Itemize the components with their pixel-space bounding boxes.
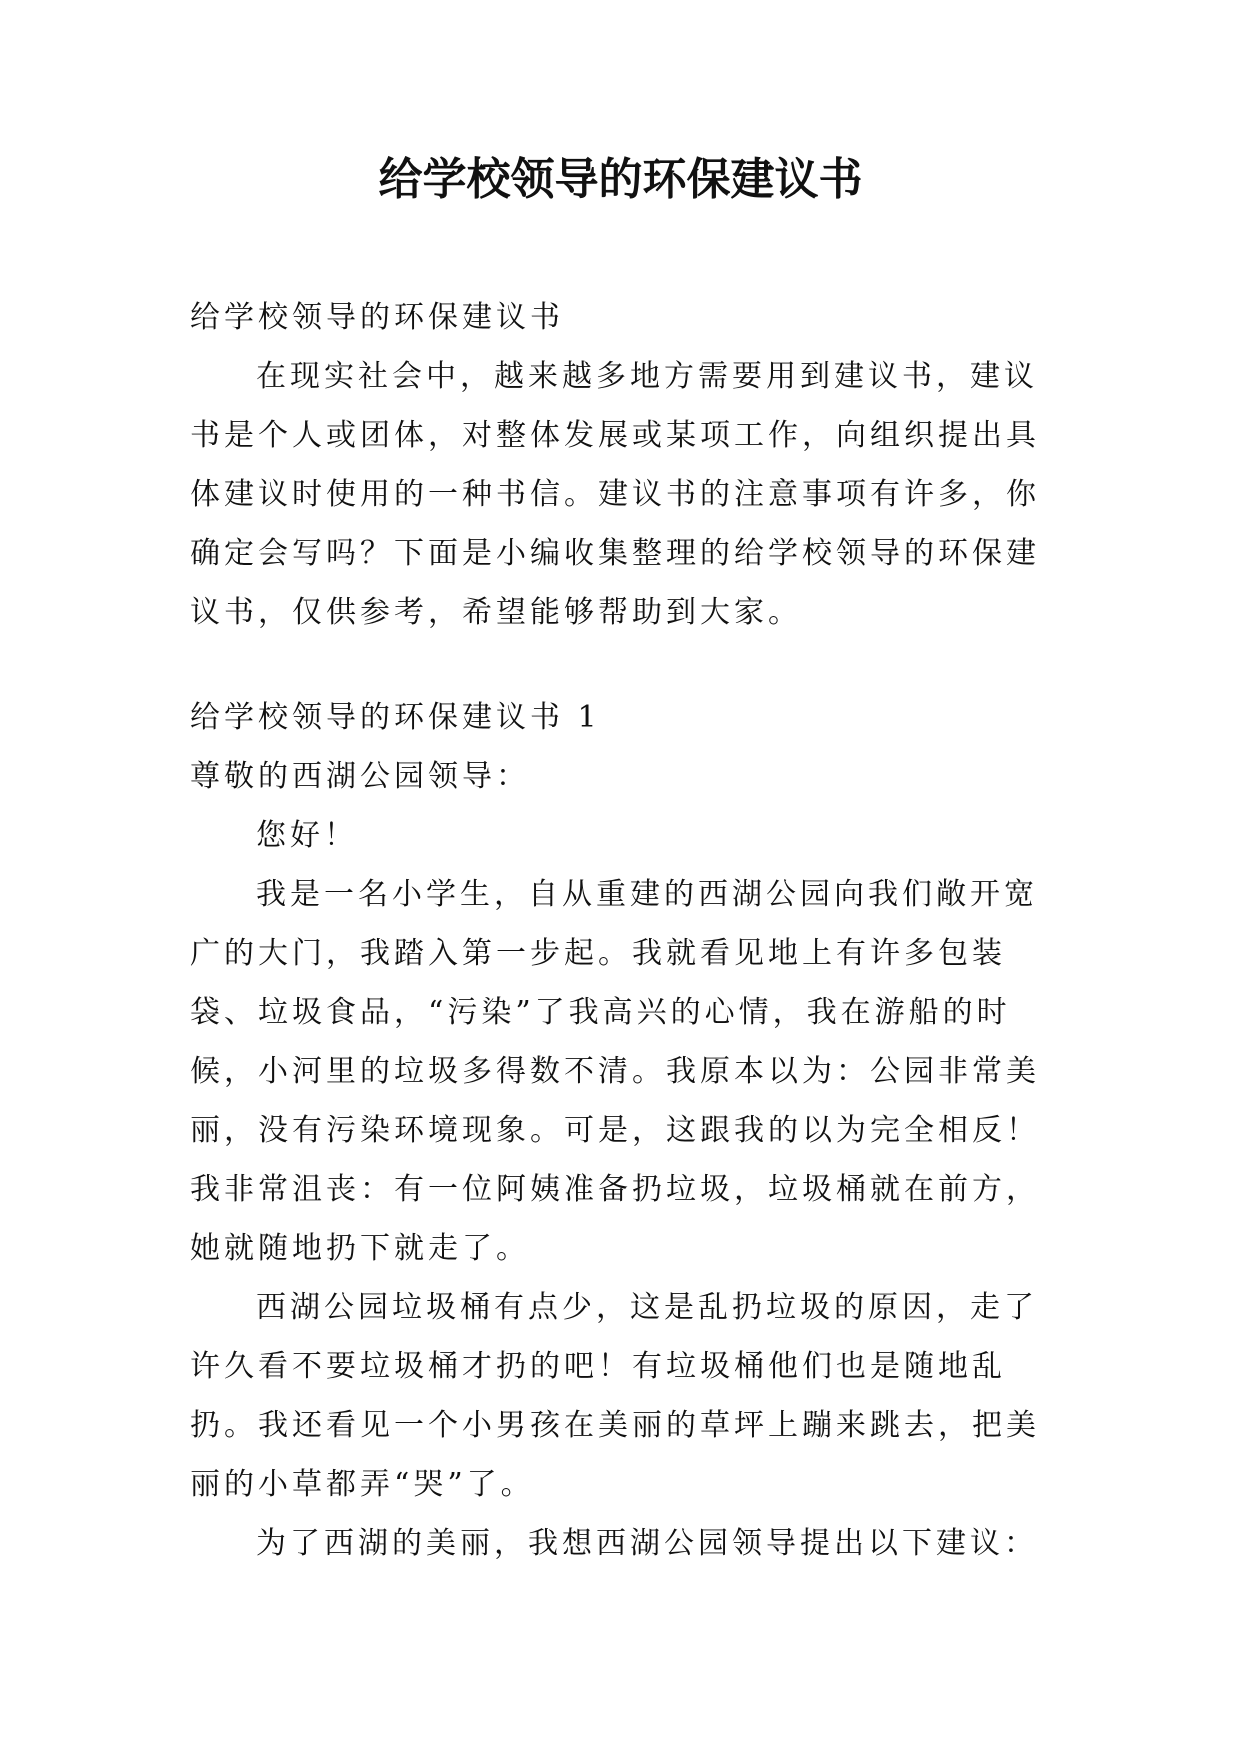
salutation: 尊敬的西湖公园领导： [190,759,530,794]
document-title: 给学校领导的环保建议书 [378,154,863,205]
body-paragraph: 我是一名小学生，自从重建的西湖公园向我们敞开宽广的大门，我踏入第一步起。我就看见地上有许多包装袋、垃圾食品，“污染”了我高兴的心情，我在游船的时候，小河里的垃圾多得数不清。我原本以为：公园非常美丽，没有污染环境现象。可是，这跟我的以为完全相反！我非常沮丧：有一位阿姨准备扔垃圾，垃圾桶就在前方，她就随地扔下就走了。 [190,877,1040,1266]
intro-paragraph: 在现实社会中，越来越多地方需要用到建议书，建议书是个人或团体，对整体发展或某项工作，向组织提出具体建议时使用的一种书信。建议书的注意事项有许多，你确定会写吗？下面是小编收集整理的给学校领导的环保建议书，仅供参考，希望能够帮助到大家。 [190,359,1040,630]
body-paragraph: 为了西湖的美丽，我想西湖公园领导提出以下建议： [256,1526,1038,1561]
body-paragraph: 西湖公园垃圾桶有点少，这是乱扔垃圾的原因，走了许久看不要垃圾桶才扔的吧！有垃圾桶他们也是随地乱扔。我还看见一个小男孩在美丽的草坪上蹦来跳去，把美丽的小草都弄“哭”了。 [190,1290,1040,1502]
intro-heading: 给学校领导的环保建议书 [190,300,564,335]
section-heading: 给学校领导的环保建议书 1 [190,700,601,735]
greeting: 您好！ [256,818,358,853]
document-body [190,288,1060,1573]
